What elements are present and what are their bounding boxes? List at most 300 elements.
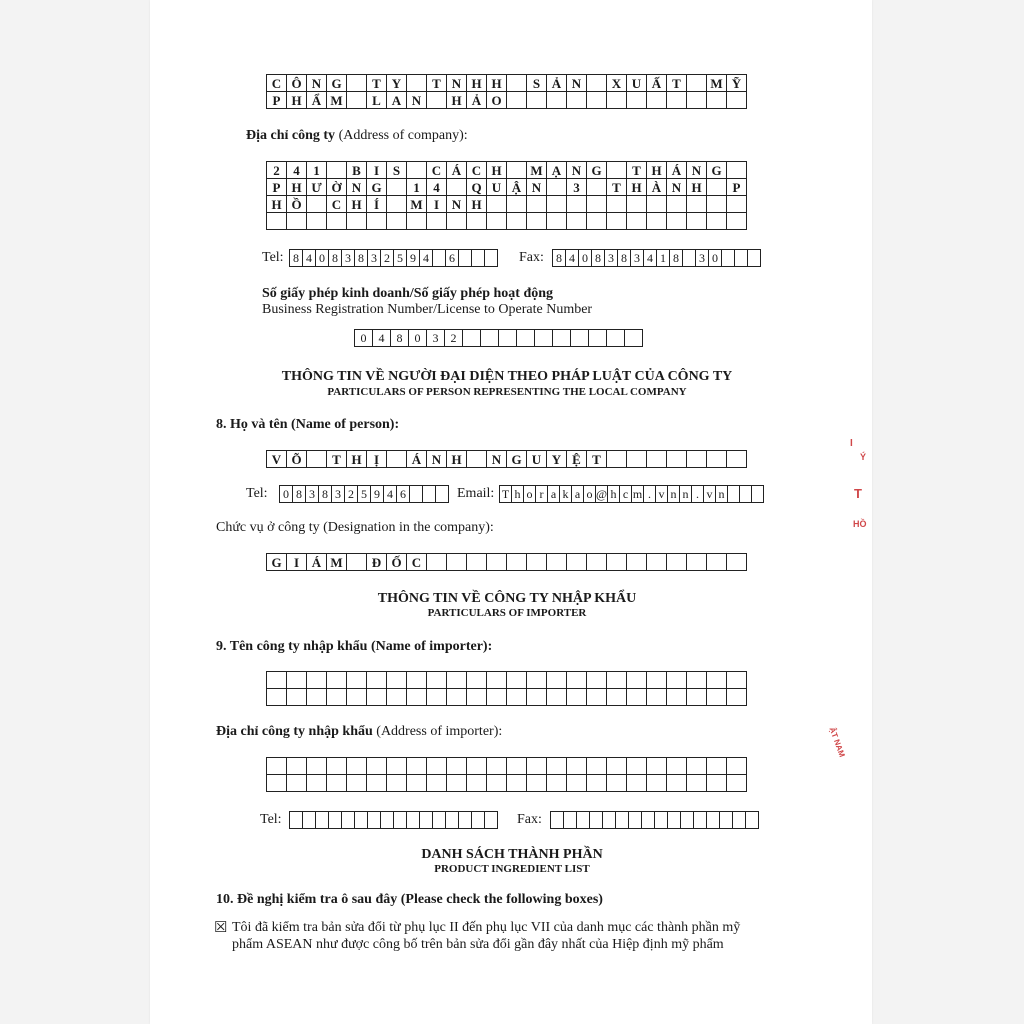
char-box [587, 179, 607, 196]
char-box [627, 689, 647, 706]
char-box [647, 758, 667, 775]
char-box [627, 758, 647, 775]
char-box: 9 [371, 486, 384, 503]
char-box [687, 775, 707, 792]
char-box: Q [467, 179, 487, 196]
char-box [587, 196, 607, 213]
char-box [642, 812, 655, 829]
char-box [367, 775, 387, 792]
char-box: U [487, 179, 507, 196]
designation-grid[interactable] [266, 553, 747, 571]
char-box [507, 162, 527, 179]
char-box [507, 689, 527, 706]
char-box [307, 758, 327, 775]
char-box [707, 213, 727, 230]
char-box [567, 689, 587, 706]
person-tel-grid[interactable] [279, 485, 449, 503]
char-box: h [608, 486, 620, 503]
char-box [387, 179, 407, 196]
char-box [290, 812, 303, 829]
char-box [472, 812, 485, 829]
char-box [427, 92, 447, 109]
char-box: 4 [427, 179, 447, 196]
license-number-grid[interactable] [354, 329, 643, 347]
char-box [722, 250, 735, 267]
char-box [577, 812, 590, 829]
address-label: Địa chỉ công ty (Address of company): [246, 128, 468, 143]
char-box [368, 812, 381, 829]
char-box [316, 812, 329, 829]
char-box [342, 812, 355, 829]
char-box [381, 812, 394, 829]
char-box [587, 92, 607, 109]
char-box: T [427, 75, 447, 92]
char-box [627, 451, 647, 468]
char-box [307, 451, 327, 468]
char-box [727, 196, 747, 213]
char-box [587, 213, 607, 230]
char-box: N [447, 75, 467, 92]
char-box: n [668, 486, 680, 503]
char-box: H [287, 179, 307, 196]
char-box [387, 758, 407, 775]
char-box: Ư [307, 179, 327, 196]
char-box [507, 75, 527, 92]
char-box [327, 775, 347, 792]
char-box: N [427, 451, 447, 468]
char-box [727, 213, 747, 230]
char-box: N [687, 162, 707, 179]
char-box: Đ [367, 554, 387, 571]
char-box: M [327, 554, 347, 571]
char-box [587, 75, 607, 92]
char-box: H [647, 162, 667, 179]
char-box: Ờ [327, 179, 347, 196]
char-box: n [680, 486, 692, 503]
char-box [735, 250, 748, 267]
char-box: P [267, 92, 287, 109]
char-box [507, 672, 527, 689]
char-box [687, 213, 707, 230]
char-box [485, 250, 498, 267]
stamp-fragment-4: HỒ [853, 519, 867, 529]
char-box [467, 689, 487, 706]
char-box [327, 162, 347, 179]
char-box: H [347, 451, 367, 468]
char-box: H [447, 451, 467, 468]
char-box: 3 [342, 250, 355, 267]
char-box: 3 [631, 250, 644, 267]
char-box [387, 213, 407, 230]
char-box: 8 [329, 250, 342, 267]
char-box [367, 689, 387, 706]
char-box [267, 213, 287, 230]
char-box: @ [596, 487, 608, 501]
char-box [728, 486, 740, 503]
char-box [347, 672, 367, 689]
char-box: 0 [709, 250, 722, 267]
char-box: C [407, 554, 427, 571]
char-box: Y [387, 75, 407, 92]
char-box [629, 812, 642, 829]
char-box: 0 [355, 330, 373, 347]
ingredient-section-subtitle: PRODUCT INGREDIENT LIST [434, 863, 590, 875]
char-box [307, 672, 327, 689]
char-box [707, 92, 727, 109]
importer-section-title: THÔNG TIN VỀ CÔNG TY NHẬP KHẨU [377, 591, 637, 606]
char-box: N [487, 451, 507, 468]
char-box: r [536, 486, 548, 503]
char-box [487, 689, 507, 706]
char-box [627, 213, 647, 230]
char-box [407, 812, 420, 829]
char-box: 4 [644, 250, 657, 267]
char-box: T [500, 486, 512, 503]
char-box [567, 672, 587, 689]
char-box [727, 451, 747, 468]
char-box: 3 [306, 486, 319, 503]
char-box [367, 758, 387, 775]
char-box: Õ [287, 451, 307, 468]
char-box [707, 196, 727, 213]
char-box: G [507, 451, 527, 468]
char-box: 8 [290, 250, 303, 267]
importer-name-label: 9. Tên công ty nhập khẩu (Name of importer): [216, 639, 493, 654]
char-box [687, 672, 707, 689]
char-box [407, 162, 427, 179]
char-box [707, 179, 727, 196]
char-box [668, 812, 681, 829]
char-box [707, 672, 727, 689]
company-tel-grid[interactable] [289, 249, 498, 267]
char-box: H [687, 179, 707, 196]
char-box [447, 213, 467, 230]
char-box [459, 812, 472, 829]
char-box [647, 775, 667, 792]
char-box [607, 196, 627, 213]
char-box [667, 775, 687, 792]
char-box [347, 213, 367, 230]
stamp-fragment-2: Ý [860, 452, 867, 462]
char-box [267, 689, 287, 706]
char-box: Ồ [287, 196, 307, 213]
person-name-grid[interactable] [266, 450, 747, 468]
char-box [707, 554, 727, 571]
char-box [607, 162, 627, 179]
char-box: Ệ [567, 451, 587, 468]
char-box [467, 554, 487, 571]
char-box [327, 689, 347, 706]
char-box [487, 775, 507, 792]
char-box: . [692, 486, 704, 503]
char-box [707, 689, 727, 706]
char-box [367, 672, 387, 689]
importer-fax-grid[interactable] [550, 811, 759, 829]
char-box [607, 92, 627, 109]
char-box [687, 75, 707, 92]
char-box: N [567, 75, 587, 92]
char-box [407, 775, 427, 792]
char-box: T [607, 179, 627, 196]
char-box [627, 196, 647, 213]
char-box: 6 [446, 250, 459, 267]
char-box [499, 330, 517, 347]
char-box: H [267, 196, 287, 213]
char-box: Á [407, 451, 427, 468]
char-box [507, 554, 527, 571]
char-box: Ị [367, 451, 387, 468]
char-box: T [327, 451, 347, 468]
char-box: C [267, 75, 287, 92]
char-box: G [367, 179, 387, 196]
char-box [472, 250, 485, 267]
char-box: 5 [394, 250, 407, 267]
company-fax-grid[interactable] [552, 249, 761, 267]
char-box [433, 250, 446, 267]
char-box: X [607, 75, 627, 92]
char-box: I [367, 162, 387, 179]
char-box [587, 689, 607, 706]
char-box [267, 758, 287, 775]
license-label-vi: Số giấy phép kinh doanh/Số giấy phép hoạt động [262, 286, 554, 301]
char-box [687, 451, 707, 468]
char-box [427, 213, 447, 230]
char-box: G [327, 75, 347, 92]
char-box: 3 [605, 250, 618, 267]
char-box: N [307, 75, 327, 92]
char-box: 0 [316, 250, 329, 267]
char-box [407, 75, 427, 92]
char-box [567, 554, 587, 571]
char-box: 3 [567, 179, 587, 196]
char-box [590, 812, 603, 829]
char-box [447, 775, 467, 792]
importer-fax-label: Fax: [517, 812, 542, 827]
char-box [307, 775, 327, 792]
char-box [447, 689, 467, 706]
char-box: À [647, 179, 667, 196]
char-box [527, 672, 547, 689]
char-box [647, 554, 667, 571]
char-box: 4 [303, 250, 316, 267]
char-box: 8 [319, 486, 332, 503]
char-box [587, 554, 607, 571]
char-box: C [467, 162, 487, 179]
char-box: 1 [307, 162, 327, 179]
char-box [394, 812, 407, 829]
char-box [433, 812, 446, 829]
char-box [347, 758, 367, 775]
char-box: M [407, 196, 427, 213]
char-box [587, 775, 607, 792]
char-box: 4 [287, 162, 307, 179]
char-box [647, 196, 667, 213]
char-box: 4 [373, 330, 391, 347]
char-box [527, 213, 547, 230]
char-box: 2 [445, 330, 463, 347]
char-box: T [667, 75, 687, 92]
char-box [387, 451, 407, 468]
char-box [571, 330, 589, 347]
char-box [355, 812, 368, 829]
importer-tel-grid[interactable] [289, 811, 498, 829]
char-box: H [627, 179, 647, 196]
char-box [564, 812, 577, 829]
char-box: o [524, 486, 536, 503]
char-box [481, 330, 499, 347]
char-box: Ỹ [727, 75, 747, 92]
char-box [667, 92, 687, 109]
representative-section-title: THÔNG TIN VỀ NGƯỜI ĐẠI DIỆN THEO PHÁP LUẬT CỦA CÔNG TY [281, 369, 733, 384]
char-box [487, 672, 507, 689]
char-box: B [347, 162, 367, 179]
char-box [407, 758, 427, 775]
importer-name-grid[interactable] [266, 671, 747, 706]
char-box [740, 486, 752, 503]
char-box [527, 196, 547, 213]
stamp-fragment-5: ẬT NAM [827, 726, 847, 759]
char-box: Á [447, 162, 467, 179]
char-box [387, 775, 407, 792]
person-tel-label: Tel: [246, 486, 268, 501]
char-box: 8 [592, 250, 605, 267]
char-box: H [467, 196, 487, 213]
char-box [287, 689, 307, 706]
char-box: H [347, 196, 367, 213]
char-box: O [487, 92, 507, 109]
check-text-line2: phẩm ASEAN như được công bố trên bản sửa đổi gần đây nhất của Hiệp định mỹ phẩm [232, 937, 724, 952]
char-box [687, 196, 707, 213]
check-label: 10. Đề nghị kiểm tra ô sau đây (Please check the following boxes) [216, 892, 603, 907]
char-box [707, 451, 727, 468]
char-box: c [620, 486, 632, 503]
char-box [687, 554, 707, 571]
char-box [707, 775, 727, 792]
char-box [687, 689, 707, 706]
designation-label: Chức vụ ở công ty (Designation in the company): [216, 520, 494, 535]
char-box [607, 451, 627, 468]
char-box [287, 672, 307, 689]
char-box [607, 758, 627, 775]
importer-address-grid[interactable] [266, 757, 747, 792]
char-box [727, 672, 747, 689]
char-box [427, 672, 447, 689]
char-box: N [407, 92, 427, 109]
char-box [551, 812, 564, 829]
char-box: 3 [696, 250, 709, 267]
char-box: S [387, 162, 407, 179]
char-box [287, 213, 307, 230]
char-box [687, 758, 707, 775]
char-box: A [387, 92, 407, 109]
stamp-fragment-1: I [850, 438, 853, 449]
char-box: T [367, 75, 387, 92]
char-box [616, 812, 629, 829]
char-box [327, 758, 347, 775]
char-box [527, 758, 547, 775]
char-box [467, 451, 487, 468]
person-name-label: 8. Họ và tên (Name of person): [216, 417, 400, 432]
company-tel-label: Tel: [262, 250, 284, 265]
char-box: N [567, 162, 587, 179]
char-box: C [327, 196, 347, 213]
char-box [547, 689, 567, 706]
company-address-grid [266, 161, 747, 230]
char-box [727, 162, 747, 179]
importer-section-subtitle: PARTICULARS OF IMPORTER [427, 607, 587, 619]
char-box: G [587, 162, 607, 179]
char-box [681, 812, 694, 829]
char-box [607, 213, 627, 230]
char-box [627, 92, 647, 109]
char-box [547, 92, 567, 109]
char-box: H [467, 75, 487, 92]
stamp-fragment-3: T [854, 486, 862, 501]
char-box [655, 812, 668, 829]
char-box [667, 554, 687, 571]
license-label-en: Business Registration Number/License to Operate Number [262, 302, 593, 317]
char-box [347, 75, 367, 92]
char-box: H [287, 92, 307, 109]
char-box: T [627, 162, 647, 179]
char-box: 8 [618, 250, 631, 267]
char-box [627, 775, 647, 792]
char-box [427, 775, 447, 792]
char-box [347, 689, 367, 706]
char-box: V [267, 451, 287, 468]
char-box: 2 [267, 162, 287, 179]
char-box [547, 775, 567, 792]
char-box [748, 250, 761, 267]
char-box [485, 812, 498, 829]
char-box [527, 775, 547, 792]
char-box [427, 554, 447, 571]
char-box [647, 213, 667, 230]
char-box: N [447, 196, 467, 213]
char-box [625, 330, 643, 347]
char-box: G [707, 162, 727, 179]
char-box [387, 672, 407, 689]
char-box [507, 92, 527, 109]
char-box: H [487, 75, 507, 92]
char-box: 3 [368, 250, 381, 267]
char-box [436, 486, 449, 503]
char-box: N [347, 179, 367, 196]
char-box: v [656, 486, 668, 503]
char-box [667, 451, 687, 468]
char-box [746, 812, 759, 829]
char-box [567, 213, 587, 230]
char-box [667, 196, 687, 213]
person-email-grid[interactable] [499, 485, 764, 503]
char-box [507, 758, 527, 775]
checkbox-icon[interactable]: ☒ [214, 920, 228, 936]
char-box: 4 [384, 486, 397, 503]
char-box: v [704, 486, 716, 503]
char-box [607, 554, 627, 571]
char-box [627, 672, 647, 689]
char-box: 2 [345, 486, 358, 503]
char-box: 1 [407, 179, 427, 196]
char-box: Ấ [647, 75, 667, 92]
char-box: a [572, 486, 584, 503]
char-box [459, 250, 472, 267]
char-box [487, 554, 507, 571]
char-box [327, 213, 347, 230]
char-box [589, 330, 607, 347]
char-box: I [427, 196, 447, 213]
char-box: Ô [287, 75, 307, 92]
